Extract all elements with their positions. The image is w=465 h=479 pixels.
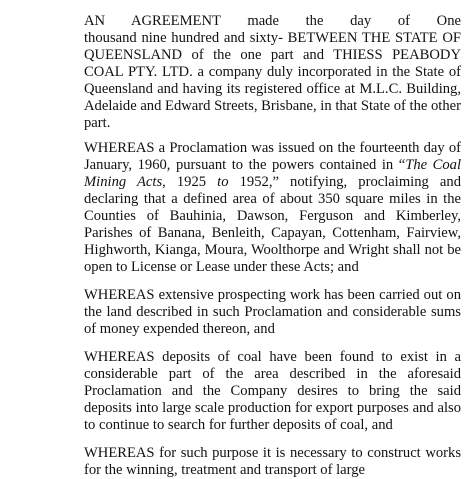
recital-coal-deposits: WHEREAS deposits of coal have been found to exist in a considerable part of the area described in the aforesaid Proclamation and the Company desires to bring the said deposits into large scale production for export purposes and also to continue to search for further deposits of coal, and bbox=[84, 349, 461, 433]
recital-construction: WHEREAS for such purpose it is necessary to construct works for the winning, treatment and transport of large bbox=[84, 445, 461, 478]
act-years-to: to bbox=[217, 174, 229, 190]
agreement-opening-continuation: thousand nine hundred and sixty- BETWEEN THE STATE OF QUEENSLAND of the one part and THIESS PEABODY COAL PTY. LTD. a company duly incorporated in the State of Queensland and having its registered office at M.L.C. Building, Adelaide and Edward Streets, Brisbane, in that State of the other part. bbox=[84, 30, 461, 131]
agreement-opening-line: AN AGREEMENT made the day of One bbox=[84, 13, 461, 29]
act-name: The Coal Mining Acts bbox=[84, 157, 461, 190]
recital-proclamation-text-start: WHEREAS a Proclamation was issued on the fourteenth day of January, 1960, pursuant to the powers contained in “ bbox=[84, 140, 461, 173]
recital-proclamation bbox=[84, 140, 461, 276]
agreement-opening-paragraph bbox=[84, 13, 461, 132]
recital-prospecting: WHEREAS extensive prospecting work has been carried out on the land described in such Proclamation and considerable sums of money expended thereon, and bbox=[84, 287, 461, 337]
recital-proclamation-text-end: 1952,” notifying, proclaiming and declaring that a defined area of about 350 square miles in the Counties of Bauhinia, Dawson, Ferguson and Kimberley, Parishes of Banana, Benleith, Capayan, Cottenham, Fairview, Highworth, Kianga, Moura, Woolthorpe and Wright shall not be open to License or Lease under these Acts; and bbox=[84, 174, 461, 275]
act-years-start: , 1925 bbox=[162, 174, 218, 190]
agreement-page bbox=[84, 13, 461, 479]
